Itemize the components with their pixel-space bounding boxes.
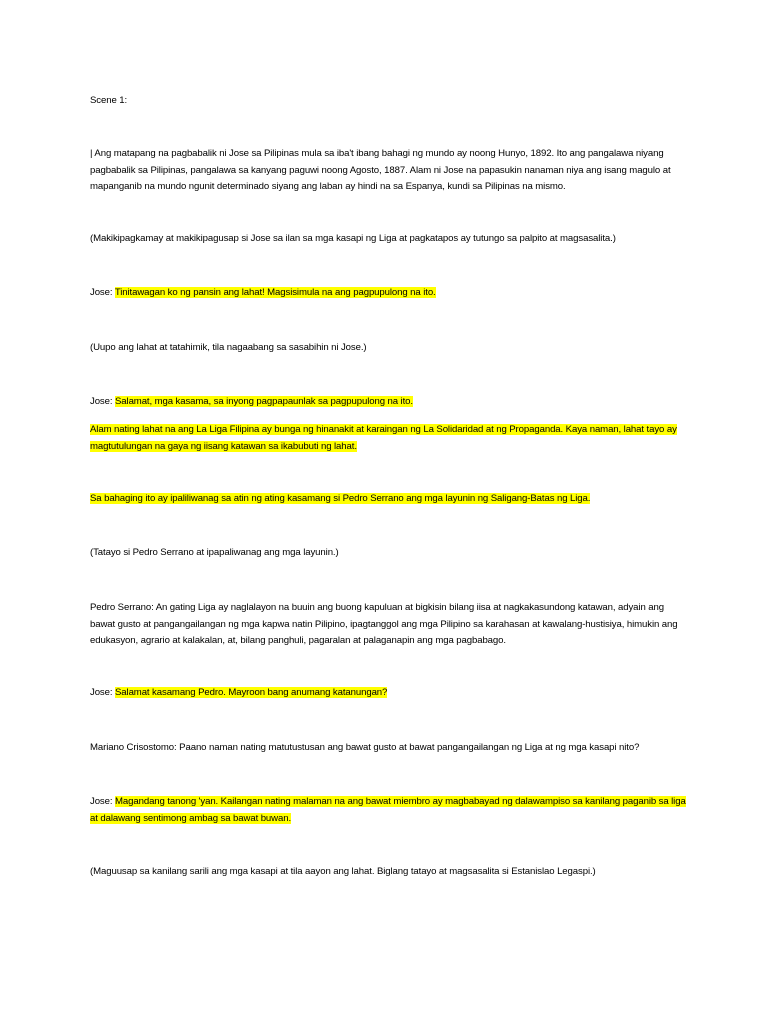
narration-paragraph: | Ang matapang na pagbabalik ni Jose sa Pilipinas mula sa iba't ibang bahagi ng mundo ay noong Hunyo, 1892. Ito ang pangalawa niyang pagbabalik sa Pilipinas, pangalawa sa kanyang paguwi noong Agosto, 1887. Alam ni Jose na papasukin nanaman niya ang isang magulo at mapanganib na mundo ngunit determinado siyang ang laban ay hindi na sa Espanya, kundi sa Pilipinas na mismo. xyxy=(90,148,671,192)
dialogue-continuation xyxy=(90,491,690,508)
dialogue-line xyxy=(90,285,690,302)
scene-heading: Scene 1: xyxy=(90,95,128,106)
stage-direction: (Makikipagkamay at makikipagusap si Jose sa ilan sa mga kasapi ng Liga at pagkatapos ay tutungo sa palpito at magsasalita.) xyxy=(90,233,616,244)
dialogue-line xyxy=(90,794,690,827)
stage-direction: (Tatayo si Pedro Serrano at ipapaliwanag ang mga layunin.) xyxy=(90,547,339,558)
dialogue-line xyxy=(90,685,690,702)
highlighted-text: Sa bahaging ito ay ipaliliwanag sa atin ng ating kasamang si Pedro Serrano ang mga layunin ng Saligang-Batas ng Liga. xyxy=(90,493,591,504)
speaker-label: Jose: xyxy=(90,687,115,698)
highlighted-text: Alam nating lahat na ang La Liga Filipina ay bunga ng hinanakit at karaingan ng La Solidaridad at ng Propaganda. Kaya naman, lahat tayo ay magtutulungan na gaya ng iisang katawan sa ikabubuti ng lahat. xyxy=(90,424,677,452)
highlighted-text: Salamat, mga kasama, sa inyong pagpapaunlak sa pagpupulong na ito. xyxy=(115,396,413,407)
speaker-label: Jose: xyxy=(90,287,115,298)
stage-direction: (Maguusap sa kanilang sarili ang mga kasapi at tila aayon ang lahat. Biglang tatayo at magsasalita si Estanislao Legaspi.) xyxy=(90,866,596,877)
dialogue-paragraph: Mariano Crisostomo: Paano naman nating matutustusan ang bawat gusto at bawat pangangailangan ng Liga at ng mga kasapi nito? xyxy=(90,742,640,753)
stage-direction: (Uupo ang lahat at tatahimik, tila nagaabang sa sasabihin ni Jose.) xyxy=(90,342,367,353)
dialogue-continuation xyxy=(90,422,690,455)
highlighted-text: Salamat kasamang Pedro. Mayroon bang anumang katanungan? xyxy=(115,687,388,698)
speaker-label: Jose: xyxy=(90,396,115,407)
dialogue-line xyxy=(90,394,690,411)
highlighted-text: Magandang tanong 'yan. Kailangan nating malaman na ang bawat miembro ay magbabayad ng dalawampiso sa kanilang paganib sa liga at dalawang sentimong ambag sa bawat buwan. xyxy=(90,796,686,824)
highlighted-text: Tinitawagan ko ng pansin ang lahat! Magsisimula na ang pagpupulong na ito. xyxy=(114,287,436,298)
speaker-label: Jose: xyxy=(90,796,115,807)
dialogue-paragraph: Pedro Serrano: An gating Liga ay naglalayon na buuin ang buong kapuluan at bigkisin bilang iisa at nagkakasundong katawan, adyain ang bawat gusto at pangangailangan ng mga kapwa natin Pilipino, ipagtanggol ang mga Pilipino sa karahasan at kawalang-hustisiya, himukin ang edukasyon, agrario at kalakalan, at, bilang panghuli, pagaralan at palaganapin ang mga pagbabago. xyxy=(90,602,678,646)
